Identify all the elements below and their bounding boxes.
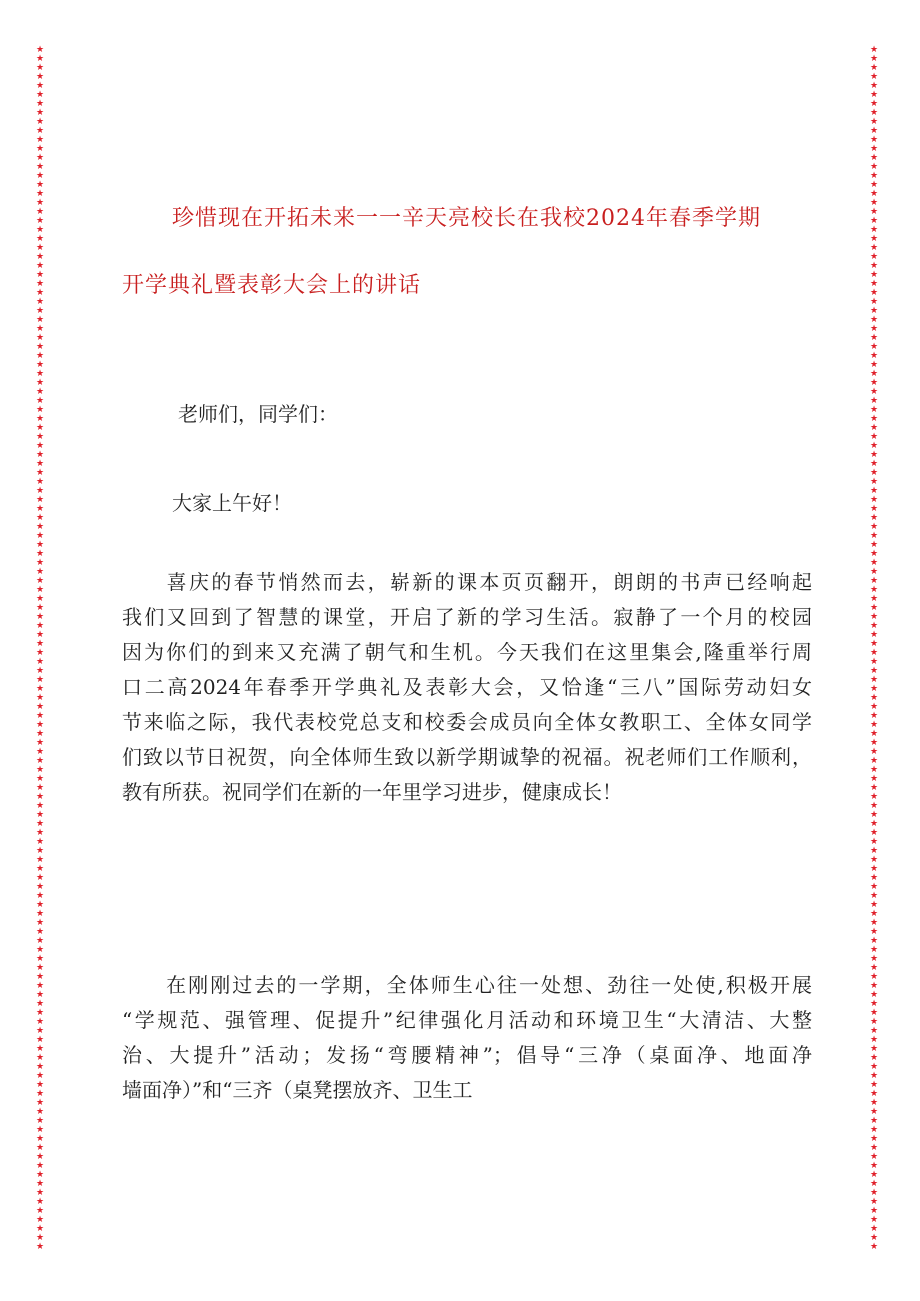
star-icon: ★ [35, 423, 45, 433]
star-icon: ★ [869, 477, 879, 487]
star-icon: ★ [35, 873, 45, 883]
paragraph-line: 在刚刚过去的一学期，全体师生心往一处想、劲往一处使,积极开展 [122, 973, 812, 997]
star-icon: ★ [869, 1026, 879, 1036]
star-icon: ★ [869, 45, 879, 55]
star-icon: ★ [869, 684, 879, 694]
star-icon: ★ [35, 1143, 45, 1153]
star-icon: ★ [35, 1080, 45, 1090]
star-icon: ★ [35, 1179, 45, 1189]
star-icon: ★ [869, 405, 879, 415]
star-icon: ★ [35, 1026, 45, 1036]
star-icon: ★ [35, 1224, 45, 1234]
star-icon: ★ [35, 90, 45, 100]
star-icon: ★ [869, 1089, 879, 1099]
star-icon: ★ [35, 954, 45, 964]
star-icon: ★ [35, 1161, 45, 1171]
star-icon: ★ [869, 630, 879, 640]
star-icon: ★ [35, 666, 45, 676]
star-icon: ★ [35, 468, 45, 478]
star-icon: ★ [869, 441, 879, 451]
star-icon: ★ [869, 369, 879, 379]
paragraph-line: 教有所获。祝同学们在新的一年里学习进步，健康成长！ [122, 780, 622, 804]
star-icon: ★ [35, 450, 45, 460]
star-icon: ★ [35, 819, 45, 829]
star-icon: ★ [35, 810, 45, 820]
star-icon: ★ [35, 1098, 45, 1108]
star-icon: ★ [869, 207, 879, 217]
star-icon: ★ [35, 846, 45, 856]
star-icon: ★ [869, 351, 879, 361]
star-icon: ★ [869, 432, 879, 442]
star-icon: ★ [869, 1224, 879, 1234]
star-icon: ★ [869, 801, 879, 811]
star-icon: ★ [869, 1071, 879, 1081]
star-icon: ★ [869, 621, 879, 631]
star-icon: ★ [869, 792, 879, 802]
star-icon: ★ [35, 1008, 45, 1018]
star-icon: ★ [869, 531, 879, 541]
star-icon: ★ [35, 126, 45, 136]
star-icon: ★ [869, 1053, 879, 1063]
star-icon: ★ [35, 927, 45, 937]
star-icon: ★ [35, 297, 45, 307]
star-icon: ★ [35, 945, 45, 955]
paragraph-line: 墙面净）”和“三齐（桌凳摆放齐、卫生工 [122, 1078, 473, 1102]
star-icon: ★ [35, 963, 45, 973]
star-icon: ★ [35, 774, 45, 784]
star-icon: ★ [35, 972, 45, 982]
star-icon: ★ [35, 837, 45, 847]
star-icon: ★ [869, 846, 879, 856]
star-icon: ★ [869, 189, 879, 199]
star-icon: ★ [869, 423, 879, 433]
star-icon: ★ [869, 549, 879, 559]
star-icon: ★ [869, 144, 879, 154]
star-icon: ★ [869, 981, 879, 991]
star-icon: ★ [869, 540, 879, 550]
star-icon: ★ [869, 459, 879, 469]
star-icon: ★ [35, 1107, 45, 1117]
star-icon: ★ [869, 81, 879, 91]
star-icon: ★ [869, 360, 879, 370]
star-icon: ★ [35, 378, 45, 388]
star-icon: ★ [35, 1071, 45, 1081]
star-icon: ★ [35, 1116, 45, 1126]
star-icon: ★ [35, 612, 45, 622]
star-icon: ★ [869, 522, 879, 532]
star-icon: ★ [869, 585, 879, 595]
star-icon: ★ [869, 1035, 879, 1045]
star-icon: ★ [869, 702, 879, 712]
star-icon: ★ [35, 1044, 45, 1054]
star-icon: ★ [869, 1116, 879, 1126]
star-icon: ★ [869, 117, 879, 127]
star-icon: ★ [35, 1125, 45, 1135]
star-icon: ★ [35, 891, 45, 901]
star-icon: ★ [869, 504, 879, 514]
star-icon: ★ [869, 315, 879, 325]
document-title-line-1: 珍惜现在开拓未来一一辛天亮校长在我校2024年春季学期 [172, 206, 761, 231]
star-icon: ★ [35, 153, 45, 163]
star-icon: ★ [869, 594, 879, 604]
star-icon: ★ [35, 999, 45, 1009]
star-icon: ★ [869, 747, 879, 757]
star-icon: ★ [35, 1035, 45, 1045]
star-icon: ★ [869, 873, 879, 883]
star-icon: ★ [35, 243, 45, 253]
star-icon: ★ [869, 252, 879, 262]
star-icon: ★ [35, 1242, 45, 1252]
star-icon: ★ [35, 432, 45, 442]
star-icon: ★ [869, 153, 879, 163]
star-icon: ★ [35, 342, 45, 352]
star-icon: ★ [35, 198, 45, 208]
star-icon: ★ [35, 909, 45, 919]
star-icon: ★ [869, 1215, 879, 1225]
star-icon: ★ [35, 549, 45, 559]
star-icon: ★ [869, 1197, 879, 1207]
star-icon: ★ [869, 972, 879, 982]
star-icon: ★ [869, 396, 879, 406]
star-icon: ★ [869, 1107, 879, 1117]
star-icon: ★ [35, 702, 45, 712]
star-icon: ★ [35, 1152, 45, 1162]
star-icon: ★ [869, 486, 879, 496]
star-icon: ★ [35, 729, 45, 739]
star-icon: ★ [869, 639, 879, 649]
star-icon: ★ [869, 108, 879, 118]
star-icon: ★ [35, 936, 45, 946]
star-icon: ★ [869, 1143, 879, 1153]
star-icon: ★ [869, 945, 879, 955]
star-icon: ★ [35, 441, 45, 451]
star-icon: ★ [869, 558, 879, 568]
left-star-border [35, 46, 45, 1252]
star-icon: ★ [869, 909, 879, 919]
star-icon: ★ [869, 918, 879, 928]
document-title-line-2: 开学典礼暨表彰大会上的讲话 [122, 273, 422, 298]
star-icon: ★ [35, 1134, 45, 1144]
star-icon: ★ [869, 936, 879, 946]
star-icon: ★ [869, 882, 879, 892]
star-icon: ★ [35, 63, 45, 73]
star-icon: ★ [35, 1188, 45, 1198]
star-icon: ★ [869, 783, 879, 793]
star-icon: ★ [869, 63, 879, 73]
star-icon: ★ [869, 1098, 879, 1108]
star-icon: ★ [35, 252, 45, 262]
star-icon: ★ [869, 333, 879, 343]
star-icon: ★ [869, 1008, 879, 1018]
star-icon: ★ [869, 963, 879, 973]
star-icon: ★ [35, 459, 45, 469]
star-icon: ★ [35, 585, 45, 595]
star-icon: ★ [869, 1188, 879, 1198]
paragraph-2 [122, 968, 812, 1108]
star-icon: ★ [35, 801, 45, 811]
star-icon: ★ [35, 387, 45, 397]
star-icon: ★ [35, 738, 45, 748]
star-icon: ★ [35, 603, 45, 613]
star-icon: ★ [869, 225, 879, 235]
star-icon: ★ [35, 504, 45, 514]
star-icon: ★ [869, 1206, 879, 1216]
star-icon: ★ [35, 1017, 45, 1027]
star-icon: ★ [869, 729, 879, 739]
star-icon: ★ [35, 540, 45, 550]
star-icon: ★ [35, 1053, 45, 1063]
star-icon: ★ [35, 288, 45, 298]
star-icon: ★ [869, 900, 879, 910]
star-icon: ★ [35, 54, 45, 64]
star-icon: ★ [869, 171, 879, 181]
star-icon: ★ [35, 711, 45, 721]
star-icon: ★ [35, 171, 45, 181]
star-icon: ★ [869, 450, 879, 460]
star-icon: ★ [869, 765, 879, 775]
star-icon: ★ [35, 207, 45, 217]
star-icon: ★ [869, 198, 879, 208]
star-icon: ★ [35, 981, 45, 991]
star-icon: ★ [35, 477, 45, 487]
star-icon: ★ [869, 306, 879, 316]
star-icon: ★ [35, 792, 45, 802]
star-icon: ★ [869, 828, 879, 838]
paragraph-line: 因为你们的到来又充满了朝气和生机。今天我们在这里集会,隆重举行周 [122, 640, 812, 664]
star-icon: ★ [35, 216, 45, 226]
star-icon: ★ [35, 396, 45, 406]
star-icon: ★ [869, 495, 879, 505]
star-icon: ★ [869, 738, 879, 748]
star-icon: ★ [35, 405, 45, 415]
star-icon: ★ [35, 234, 45, 244]
star-icon: ★ [869, 990, 879, 1000]
star-icon: ★ [869, 819, 879, 829]
star-icon: ★ [35, 315, 45, 325]
star-icon: ★ [35, 657, 45, 667]
star-icon: ★ [35, 882, 45, 892]
star-icon: ★ [869, 1044, 879, 1054]
paragraph-line: 节来临之际，我代表校党总支和校委会成员向全体女教职工、全体女同学 [122, 710, 812, 734]
star-icon: ★ [869, 261, 879, 271]
star-icon: ★ [35, 324, 45, 334]
star-icon: ★ [35, 567, 45, 577]
star-icon: ★ [869, 162, 879, 172]
star-icon: ★ [869, 891, 879, 901]
star-icon: ★ [35, 180, 45, 190]
star-icon: ★ [35, 360, 45, 370]
right-star-border [869, 46, 879, 1252]
star-icon: ★ [869, 1152, 879, 1162]
star-icon: ★ [869, 243, 879, 253]
star-icon: ★ [35, 45, 45, 55]
star-icon: ★ [35, 639, 45, 649]
star-icon: ★ [869, 855, 879, 865]
star-icon: ★ [35, 855, 45, 865]
star-icon: ★ [869, 270, 879, 280]
star-icon: ★ [35, 1170, 45, 1180]
star-icon: ★ [35, 990, 45, 1000]
star-icon: ★ [35, 369, 45, 379]
star-icon: ★ [869, 342, 879, 352]
star-icon: ★ [869, 468, 879, 478]
star-icon: ★ [35, 1206, 45, 1216]
star-icon: ★ [35, 576, 45, 586]
star-icon: ★ [869, 297, 879, 307]
star-icon: ★ [35, 333, 45, 343]
star-icon: ★ [869, 774, 879, 784]
star-icon: ★ [869, 603, 879, 613]
star-icon: ★ [35, 1197, 45, 1207]
star-icon: ★ [35, 648, 45, 658]
star-icon: ★ [35, 918, 45, 928]
star-icon: ★ [869, 675, 879, 685]
star-icon: ★ [35, 594, 45, 604]
star-icon: ★ [35, 81, 45, 91]
star-icon: ★ [35, 630, 45, 640]
star-icon: ★ [35, 747, 45, 757]
star-icon: ★ [35, 279, 45, 289]
star-icon: ★ [869, 1017, 879, 1027]
paragraph-line: 喜庆的春节悄然而去，崭新的课本页页翻开，朗朗的书声已经响起 [122, 570, 812, 594]
star-icon: ★ [35, 621, 45, 631]
star-icon: ★ [869, 54, 879, 64]
star-icon: ★ [35, 1215, 45, 1225]
star-icon: ★ [869, 288, 879, 298]
salutation: 老师们，同学们： [178, 402, 338, 426]
star-icon: ★ [35, 486, 45, 496]
star-icon: ★ [35, 135, 45, 145]
star-icon: ★ [35, 765, 45, 775]
star-icon: ★ [869, 657, 879, 667]
star-icon: ★ [869, 180, 879, 190]
star-icon: ★ [35, 864, 45, 874]
star-icon: ★ [35, 72, 45, 82]
star-icon: ★ [35, 693, 45, 703]
star-icon: ★ [35, 495, 45, 505]
star-icon: ★ [35, 684, 45, 694]
star-icon: ★ [869, 567, 879, 577]
star-icon: ★ [869, 324, 879, 334]
star-icon: ★ [869, 1242, 879, 1252]
star-icon: ★ [35, 351, 45, 361]
star-icon: ★ [35, 1089, 45, 1099]
star-icon: ★ [869, 99, 879, 109]
star-icon: ★ [35, 675, 45, 685]
paragraph-line: 治、大提升”活动；发扬“弯腰精神”；倡导“三净（桌面净、地面净 [122, 1043, 812, 1067]
paragraph-line: 们致以节日祝贺，向全体师生致以新学期诚挚的祝福。祝老师们工作顺利， [122, 745, 812, 769]
star-icon: ★ [35, 414, 45, 424]
star-icon: ★ [35, 189, 45, 199]
star-icon: ★ [869, 927, 879, 937]
star-icon: ★ [869, 720, 879, 730]
star-icon: ★ [35, 261, 45, 271]
star-icon: ★ [869, 1125, 879, 1135]
paragraph-line: “学规范、强管理、促提升”纪律强化月活动和环境卫生“大清洁、大整 [122, 1008, 812, 1032]
star-icon: ★ [869, 387, 879, 397]
star-icon: ★ [35, 558, 45, 568]
star-icon: ★ [35, 1233, 45, 1243]
star-icon: ★ [869, 837, 879, 847]
star-icon: ★ [35, 783, 45, 793]
star-icon: ★ [869, 1170, 879, 1180]
star-icon: ★ [869, 756, 879, 766]
star-icon: ★ [35, 756, 45, 766]
paragraph-line: 我们又回到了智慧的课堂，开启了新的学习生活。寂静了一个月的校园 [122, 605, 812, 629]
star-icon: ★ [869, 810, 879, 820]
star-icon: ★ [869, 279, 879, 289]
star-icon: ★ [869, 648, 879, 658]
star-icon: ★ [869, 414, 879, 424]
star-icon: ★ [35, 225, 45, 235]
star-icon: ★ [869, 126, 879, 136]
star-icon: ★ [869, 72, 879, 82]
star-icon: ★ [35, 306, 45, 316]
star-icon: ★ [869, 693, 879, 703]
star-icon: ★ [35, 531, 45, 541]
star-icon: ★ [869, 234, 879, 244]
star-icon: ★ [869, 999, 879, 1009]
star-icon: ★ [869, 864, 879, 874]
star-icon: ★ [35, 522, 45, 532]
paragraph-line: 口二高2024年春季开学典礼及表彰大会，又恰逢“三八”国际劳动妇女 [122, 675, 812, 699]
star-icon: ★ [869, 576, 879, 586]
star-icon: ★ [869, 666, 879, 676]
star-icon: ★ [869, 1233, 879, 1243]
star-icon: ★ [869, 135, 879, 145]
star-icon: ★ [869, 954, 879, 964]
star-icon: ★ [35, 144, 45, 154]
star-icon: ★ [869, 1134, 879, 1144]
star-icon: ★ [869, 90, 879, 100]
star-icon: ★ [35, 99, 45, 109]
star-icon: ★ [35, 900, 45, 910]
star-icon: ★ [35, 162, 45, 172]
star-icon: ★ [869, 378, 879, 388]
star-icon: ★ [35, 270, 45, 280]
star-icon: ★ [869, 612, 879, 622]
star-icon: ★ [35, 828, 45, 838]
star-icon: ★ [869, 711, 879, 721]
star-icon: ★ [35, 513, 45, 523]
star-icon: ★ [35, 117, 45, 127]
paragraph-1 [122, 565, 812, 810]
star-icon: ★ [869, 1080, 879, 1090]
star-icon: ★ [869, 1062, 879, 1072]
greeting: 大家上午好！ [172, 491, 292, 515]
star-icon: ★ [869, 216, 879, 226]
star-icon: ★ [869, 513, 879, 523]
star-icon: ★ [35, 720, 45, 730]
star-icon: ★ [35, 1062, 45, 1072]
star-icon: ★ [869, 1179, 879, 1189]
star-icon: ★ [869, 1161, 879, 1171]
star-icon: ★ [35, 108, 45, 118]
